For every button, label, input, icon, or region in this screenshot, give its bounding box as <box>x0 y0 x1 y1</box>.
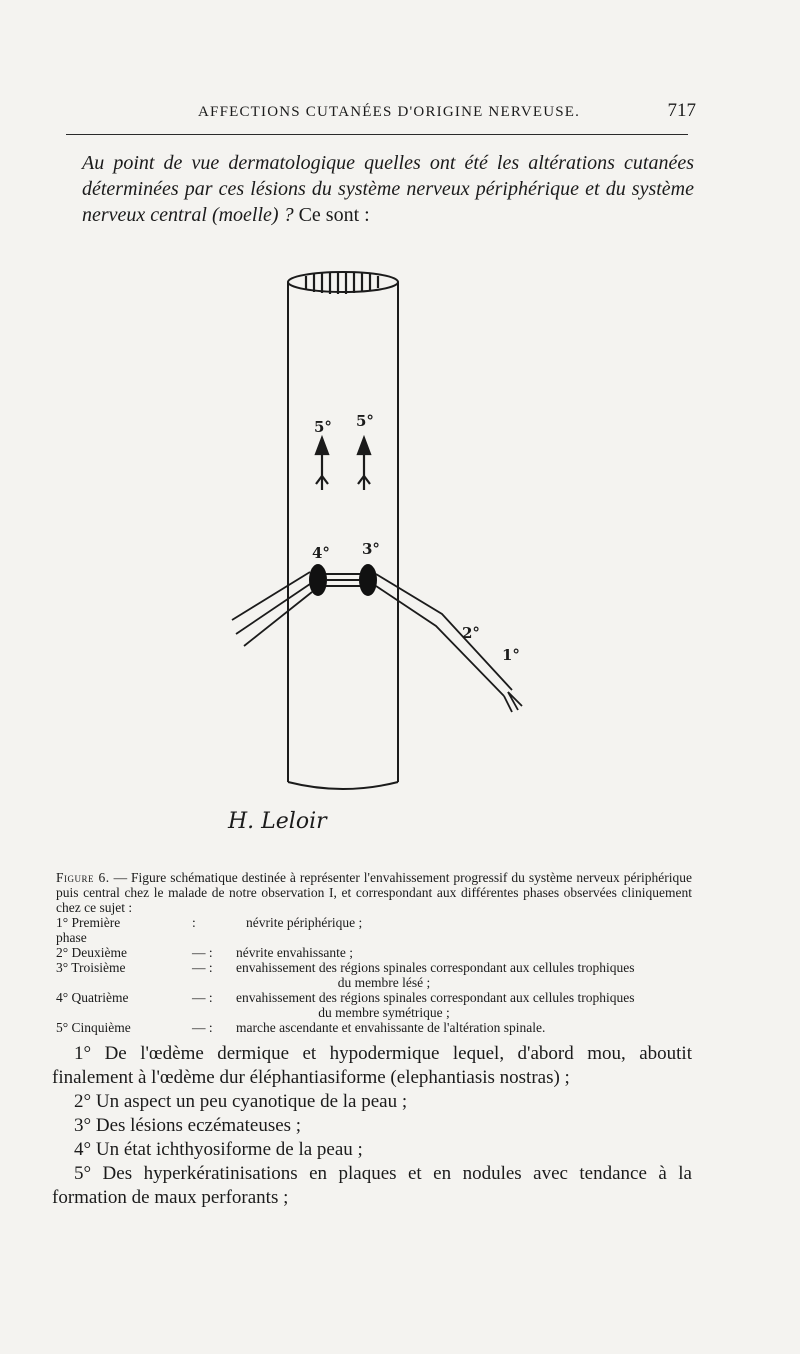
phase-description-text: envahissement des régions spinales correspondant aux cellules trophiques <box>236 990 635 1005</box>
phase-name: 4° Quatrième <box>56 990 129 1005</box>
symptom-list <box>52 1042 692 1210</box>
peripheral-nerves <box>232 572 522 712</box>
phase-description-continuation: du membre symétrique ; <box>318 1005 450 1020</box>
figure-caption <box>56 870 692 1035</box>
phase-name: 5° Cinquième <box>56 1020 131 1035</box>
header-rule <box>66 134 688 135</box>
phase-labels <box>312 412 520 664</box>
phase-separator: : <box>192 915 196 930</box>
phase-description <box>236 990 692 1020</box>
phase-description-text: envahissement des régions spinales correspondant aux cellules trophiques <box>236 960 635 975</box>
list-item: 3° Des lésions eczémateuses ; <box>74 1115 302 1136</box>
figure-label-2: 2° <box>462 624 480 642</box>
phase-name: 1° Première phase <box>56 915 121 945</box>
phase-name: 2° Deuxième <box>56 945 128 960</box>
figure-label-5b: 5° <box>356 412 374 430</box>
caption-text: — Figure schématique destinée à représenter l'envahissement progressif du système nerveux périphérique puis central chez le malade de notre observation I, et correspondant aux différentes phases observées cliniquement chez ce sujet : <box>56 870 692 915</box>
caption-figure-label: Figure 6. <box>56 870 110 885</box>
list-item: 4° Un état ichthyosiforme de la peau ; <box>74 1139 363 1160</box>
phase-separator: — : <box>192 945 213 960</box>
caption-phase-row <box>56 990 692 1020</box>
phase-description: névrite envahissante ; <box>236 945 353 960</box>
figure-label-5a: 5° <box>314 418 332 436</box>
intro-tail-text: Ce sont : <box>293 204 370 226</box>
caption-phase-row <box>56 1020 692 1035</box>
figure-label-3: 3° <box>362 540 380 558</box>
running-title: AFFECTIONS CUTANÉES D'ORIGINE NERVEUSE. <box>198 104 581 120</box>
artist-signature: H. Leloir <box>228 809 327 832</box>
running-header <box>60 100 700 126</box>
caption-lead <box>56 870 692 915</box>
phase-separator: — : <box>192 1020 213 1035</box>
phase-description <box>236 960 692 990</box>
phase-name: 3° Troisième <box>56 960 126 975</box>
caption-phase-row <box>56 960 692 990</box>
intro-paragraph <box>82 150 694 228</box>
spinal-ganglia <box>309 564 377 596</box>
phase-description: marche ascendante et envahissante de l'altération spinale. <box>236 1020 546 1035</box>
list-item: 1° De l'œdème dermique et hypodermique lequel, d'abord mou, aboutit finalement à l'œdème dur éléphantiasiforme (elephantiasis nostras) ; <box>52 1043 692 1088</box>
phase-description: névrite périphérique ; <box>246 915 363 930</box>
caption-phase-row <box>56 915 692 945</box>
phase-separator: — : <box>192 990 213 1005</box>
figure-label-1: 1° <box>502 646 520 664</box>
ascending-arrows <box>316 438 370 490</box>
caption-phase-row <box>56 945 692 960</box>
list-item: 2° Un aspect un peu cyanotique de la peau ; <box>74 1091 408 1112</box>
figure-label-4: 4° <box>312 544 330 562</box>
schematic-figure <box>222 262 542 832</box>
list-item: 5° Des hyperkératinisations en plaques et en nodules avec tendance à la formation de maux perforants ; <box>52 1163 692 1208</box>
phase-separator: — : <box>192 960 213 975</box>
spinal-cord-drawing <box>288 272 398 789</box>
phase-description-continuation: du membre lésé ; <box>337 975 431 990</box>
intro-italic-text: Au point de vue dermatologique quelles ont été les altérations cutanées déterminées par ces lésions du système nerveux périphérique et du système nerveux central (moelle) ? <box>82 152 694 226</box>
page-number: 717 <box>667 100 696 121</box>
